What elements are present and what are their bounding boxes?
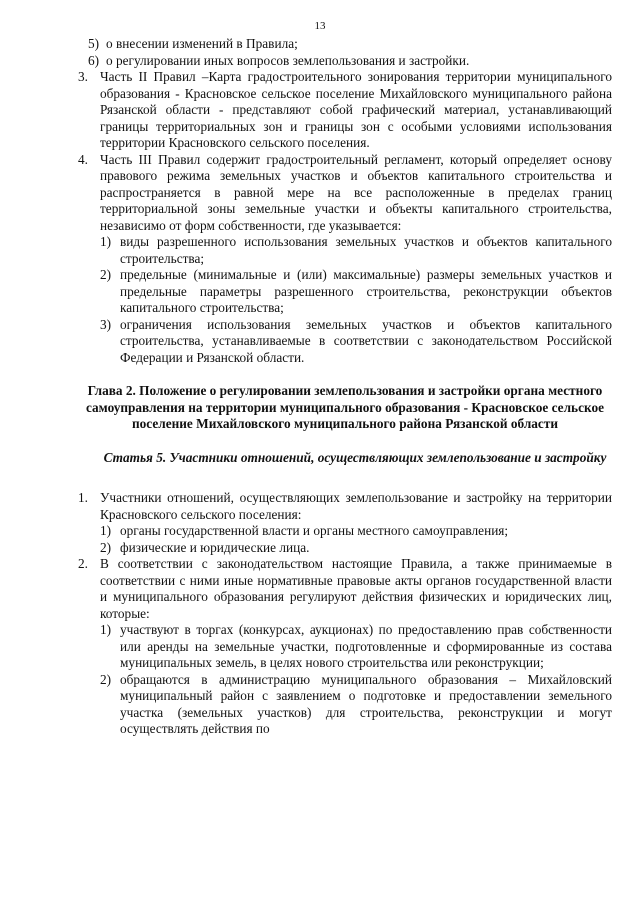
item-text: обращаются в администрацию муниципального образования – Михайловский муниципальный район с заявлением о подготовке и предоставлении земельного участка (земельных участков) для строительства, реконструкции и могут осуществлять действия по [120, 671, 612, 736]
page-content [78, 36, 612, 738]
item-number: 4. [78, 151, 88, 167]
item-number: 2) [100, 671, 112, 687]
list-item [78, 152, 612, 235]
item-number: 6) [88, 52, 100, 68]
item-text: о регулировании иных вопросов землепользования и застройки. [106, 52, 470, 68]
item-number: 1) [100, 234, 112, 249]
item-number: 1. [78, 490, 88, 505]
item-number: 1) [100, 523, 112, 538]
top-list [88, 36, 612, 69]
item-text: Часть III Правил содержит градостроительный регламент, который определяет основу правового режима земельных участков и объектов капитального строительства и распространяется в равной мере на все расположенные в пределах границ территориальной зоны земельные участки и объекты капитального строительства, независимо от форм собственности, где указывается: [100, 151, 612, 233]
chapter-title: Глава 2. Положение о регулировании землепользования и застройки органа местного самоуправления на территории муниципального образования - Красновское сельское поселение Михайловского муниципального района Рязанской области [85, 383, 605, 431]
item-text: органы государственной власти и органы местного самоуправления; [120, 523, 509, 538]
article-title: Статья 5. Участники отношений, осуществляющих землепользование и застройку [103, 449, 607, 465]
list-item [88, 36, 612, 53]
list-item [100, 317, 612, 367]
item-text: Часть II Правил –Карта градостроительного зонирования территории муниципального образования - Красновское сельское поселение Михайловского муниципального района Рязанской области - представляют собой графический материал, устанавливающий границы территориальных зон и границы зон с особыми условиями использования территории Красновского сельского поселения. [100, 69, 612, 150]
item-text: о внесении изменений в Правила; [106, 36, 298, 51]
item-text: ограничения использования земельных участков и объектов капитального строительства, устанавливаемые в соответствии с законодательством Российской Федерации и Рязанской области. [120, 316, 612, 365]
list-item [100, 622, 612, 672]
item-number: 3) [100, 316, 112, 332]
list-item [100, 672, 612, 738]
list-item [100, 267, 612, 317]
list-item [78, 556, 612, 622]
sub-list [100, 622, 612, 738]
item-text: В соответствии с законодательством настоящие Правила, а также принимаемые в соответствии с ними иные нормативные правовые акты органов государственной власти и муниципального образования регулируют действия физических и юридических лиц, которые: [100, 556, 612, 621]
item-number: 3. [78, 69, 88, 84]
item-number: 5) [88, 36, 100, 51]
sub-list [100, 523, 612, 556]
item-text: предельные (минимальные и (или) максимальные) размеры земельных участков и предельные параметры разрешенного строительства, реконструкции объектов капитального строительства; [120, 267, 612, 315]
list-item [100, 234, 612, 267]
item-text: участвуют в торгах (конкурсах, аукционах) по предоставлению прав собственности или аренды на земельные участки, подготовленные и сформированные из состава муниципальных земель, в целях нового строительства или реконструкции; [120, 622, 612, 670]
numbered-list [78, 69, 612, 234]
item-text: физические и юридические лица. [120, 539, 310, 555]
item-number: 2) [100, 267, 112, 282]
sub-list [100, 234, 612, 366]
item-text: Участники отношений, осуществляющих землепользование и застройку на территории Красновского сельского поселения: [100, 490, 612, 522]
list-item [88, 53, 612, 70]
item-text: виды разрешенного использования земельных участков и объектов капитального строительства; [120, 234, 612, 266]
list-item [78, 490, 612, 523]
item-number: 2. [78, 556, 88, 571]
numbered-list [78, 556, 612, 622]
list-item [100, 540, 612, 557]
list-item [100, 523, 612, 540]
item-number: 2) [100, 539, 112, 555]
page-number: 13 [314, 20, 326, 32]
item-number: 1) [100, 622, 112, 637]
spacer [78, 466, 612, 490]
numbered-list [78, 490, 612, 523]
list-item [78, 69, 612, 152]
